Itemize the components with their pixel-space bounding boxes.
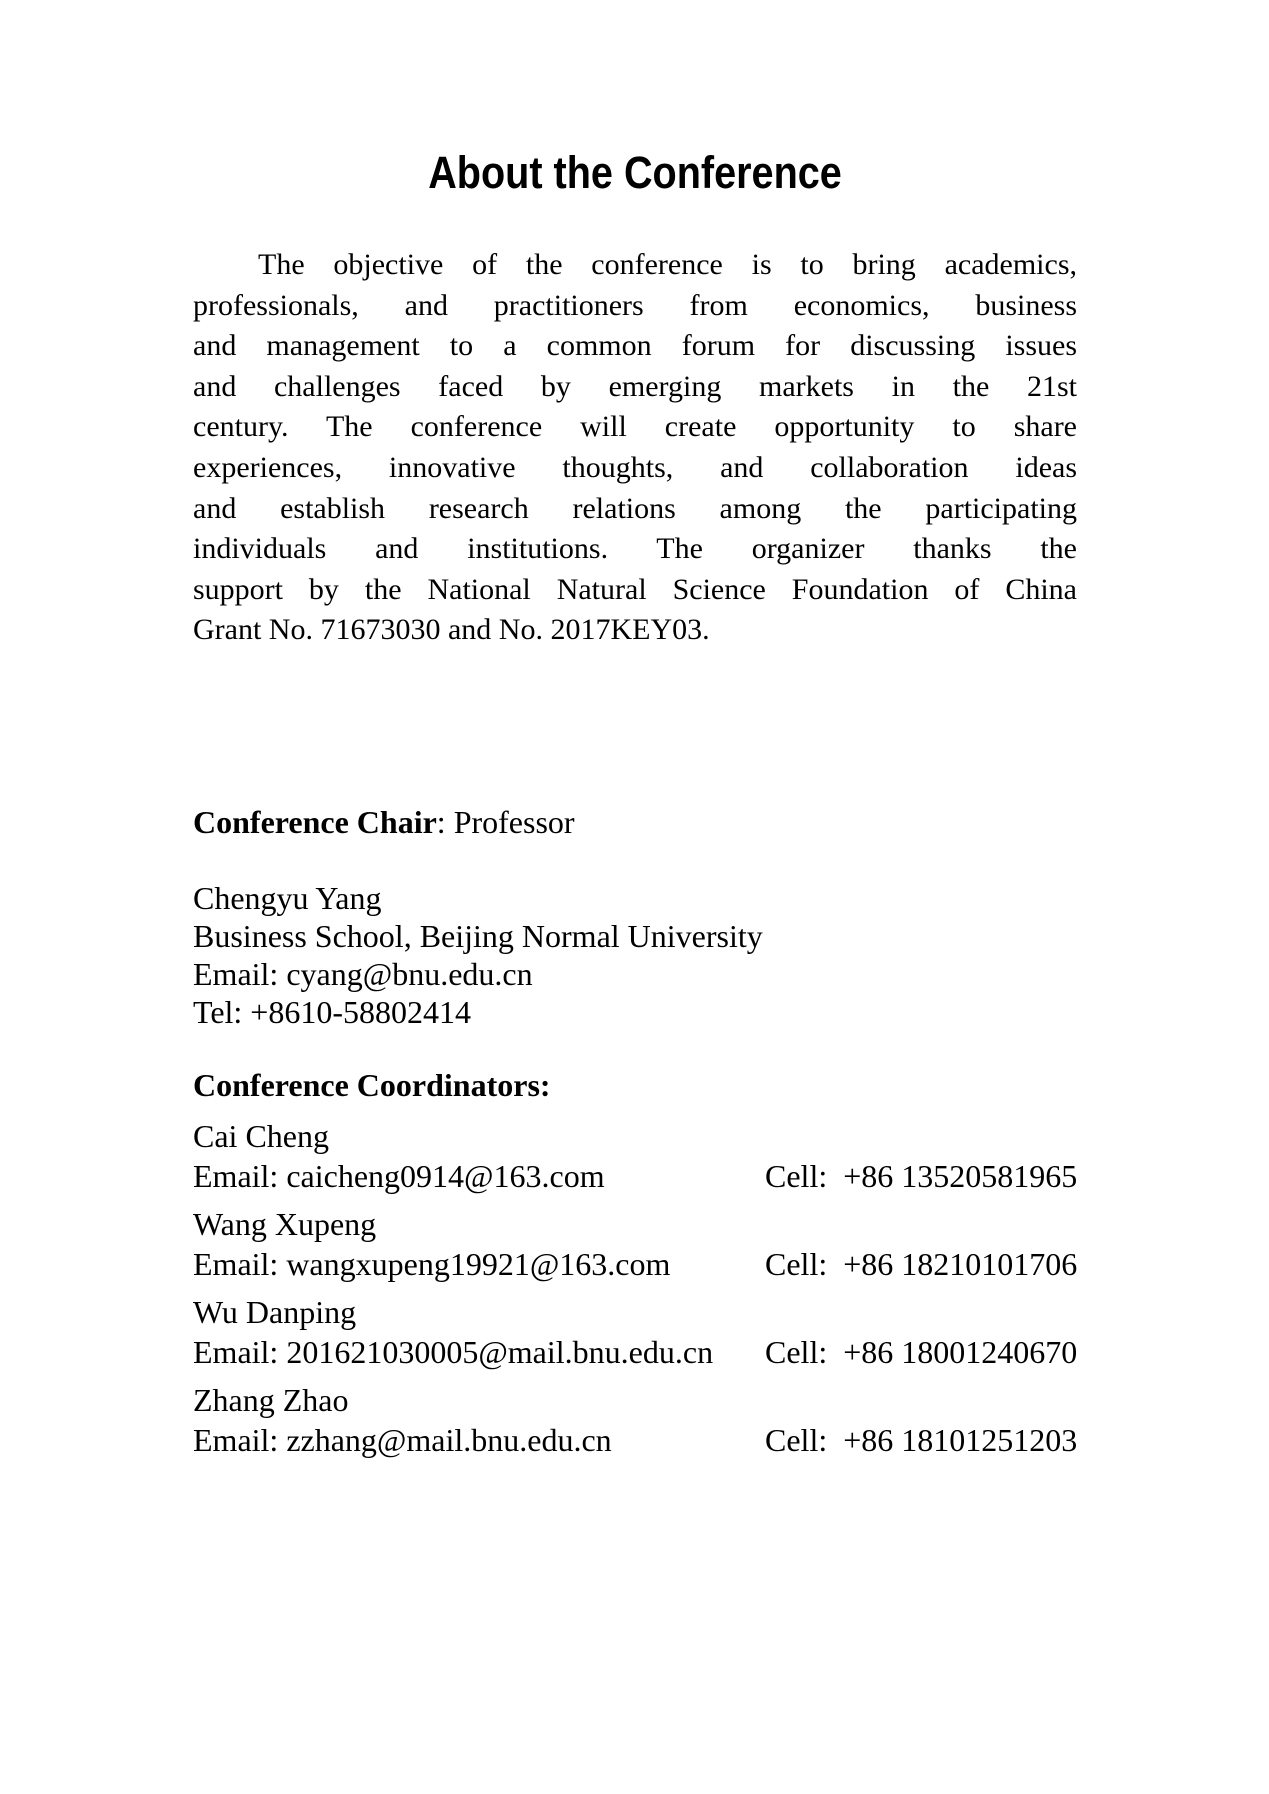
paragraph-line: The objective of the conference is to bring academics,: [258, 248, 1077, 281]
coordinators-heading: Conference Coordinators:: [193, 1067, 551, 1103]
chair-tel: Tel: +8610-58802414: [193, 994, 471, 1030]
paragraph-line: professionals, and practitioners from economics, business: [193, 288, 1077, 322]
coordinator-email: Email: caicheng0914@163.com: [193, 1158, 605, 1194]
chair-heading: [193, 802, 1077, 842]
coordinator-cell: Cell: +86 18101251203: [765, 1422, 1078, 1458]
paragraph-line: and establish research relations among the participating: [193, 491, 1077, 525]
paragraph-line: Grant No. 71673030 and No. 2017KEY03.: [193, 613, 710, 647]
coordinator-contact-row: [193, 1420, 1077, 1460]
chair-section: [193, 802, 1077, 1031]
coordinator-cell: Cell: +86 18210101706: [765, 1246, 1078, 1282]
chair-name: Chengyu Yang: [193, 880, 382, 916]
chair-email: Email: cyang@bnu.edu.cn: [193, 956, 533, 992]
page-title-text: About the Conference: [428, 147, 842, 198]
coordinator-name: Cai Cheng: [193, 1118, 329, 1154]
paragraph-line: and management to a common forum for discussing issues: [193, 329, 1077, 363]
paragraph-line: individuals and institutions. The organizer thanks the: [193, 532, 1077, 566]
coordinator-entry: [193, 1204, 1077, 1284]
coordinators-section: [193, 1065, 1077, 1460]
coordinator-cell: Cell: +86 13520581965: [765, 1158, 1078, 1194]
coordinator-contact-row: [193, 1244, 1077, 1284]
coordinator-cell: Cell: +86 18001240670: [765, 1334, 1078, 1370]
coordinator-contact-row: [193, 1156, 1077, 1196]
coordinator-email: Email: 201621030005@mail.bnu.edu.cn: [193, 1334, 714, 1370]
paragraph-line: century. The conference will create opportunity to share: [193, 410, 1077, 444]
coordinator-entry: [193, 1292, 1077, 1372]
paragraph-line: support by the National Natural Science Foundation of China: [193, 572, 1077, 606]
chair-heading-suffix: : Professor: [436, 804, 575, 840]
chair-info: [193, 879, 1077, 1031]
coordinator-contact-row: [193, 1332, 1077, 1372]
coordinator-name: Wang Xupeng: [193, 1206, 377, 1242]
coordinator-name: Wu Danping: [193, 1294, 357, 1330]
coordinator-entry: [193, 1116, 1077, 1196]
chair-heading-label: Conference Chair: [193, 804, 437, 840]
coordinator-name: Zhang Zhao: [193, 1382, 349, 1418]
coordinator-email: Email: zzhang@mail.bnu.edu.cn: [193, 1422, 612, 1458]
chair-affiliation: Business School, Beijing Normal University: [193, 918, 763, 954]
paragraph-line: experiences, innovative thoughts, and collaboration ideas: [193, 450, 1077, 484]
coordinator-entry: [193, 1380, 1077, 1460]
coordinator-email: Email: wangxupeng19921@163.com: [193, 1246, 671, 1282]
page-title: [193, 149, 1077, 197]
paragraph-line: and challenges faced by emerging markets in the 21st: [193, 369, 1077, 403]
about-paragraph: [193, 245, 1077, 651]
